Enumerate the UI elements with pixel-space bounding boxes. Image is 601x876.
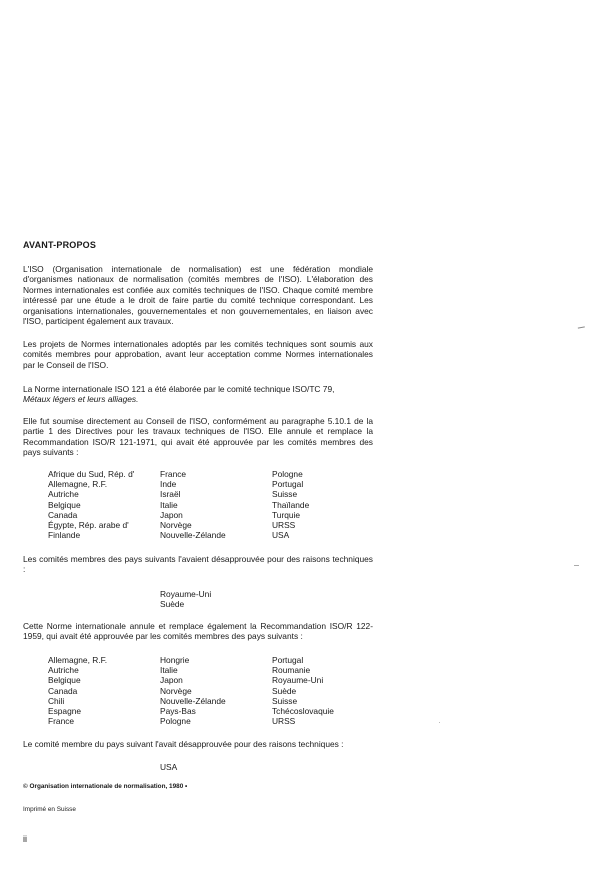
countries-column-1 [48,469,160,540]
country-item: Italie [160,665,178,676]
country-item: Israël [160,489,181,500]
country-item: Allemagne, R.F. [48,655,108,665]
country-item: Italie [160,499,178,510]
page-number: ii [23,834,27,844]
printed-in-notice: Imprimé en Suisse [23,806,76,813]
paragraph-disapproval-r122: Le comité membre du pays suivant l'avait désapprouvée pour des raisons techniques : [23,739,344,749]
committee-title-italic: Métaux légers et leurs alliages. [23,394,139,405]
country-item: Japon [160,675,183,686]
country-item: Suisse [272,489,298,500]
country-item: Belgique [48,675,81,686]
disapproving-countries-list-r121 [160,589,211,609]
country-item: Chili [48,695,65,706]
disapproving-countries-list-r122 [160,762,177,772]
copyright-notice: © Organisation internationale de normalisation, 1980 • [23,783,188,790]
countries-column-2 [160,655,272,726]
country-item: Nouvelle-Zélande [160,695,226,706]
country-item: Espagne [48,706,82,717]
country-item: Norvège [160,520,192,531]
country-item: Suisse [272,695,298,706]
country-item: URSS [272,716,296,727]
country-item: Pologne [272,469,303,479]
country-item: Canada [48,509,78,520]
country-item: Tchécoslovaquie [272,706,334,717]
country-item: Portugal [272,655,304,665]
country-item: Autriche [48,665,79,676]
country-item: Portugal [272,479,304,490]
country-item: Thaïlande [272,499,310,510]
paragraph-draft-standards: Les projets de Normes internationales adoptés par les comités techniques sont soumis aux comités membres pour approbation, avant leur acceptation comme Normes internationales par le Conseil de l'ISO. [23,339,373,370]
scan-artifact [439,722,440,723]
country-item: Inde [160,479,177,490]
country-item: France [160,469,187,479]
country-item: France [48,716,75,727]
country-item: Nouvelle-Zélande [160,530,226,541]
paragraph-technical-committee-text: La Norme internationale ISO 121 a été élaborée par le comité technique ISO/TC 79, [23,384,335,394]
country-item: Belgique [48,499,81,510]
country-item: Royaume-Uni [272,675,324,686]
page-title: AVANT-PROPOS [23,240,97,250]
scan-artifact [578,326,585,330]
countries-column-3 [272,469,384,540]
countries-column-3 [272,655,384,726]
country-item: Royaume-Uni [160,589,212,599]
paragraph-r122-replacement: Cette Norme internationale annule et remplace également la Recommandation ISO/R 122-1959, qui avait été approuvée par les comités membres des pays suivants : [23,621,373,642]
country-item: Pologne [160,716,191,727]
country-item: Allemagne, R.F. [48,479,108,490]
paragraph-disapproval-r121: Les comités membres des pays suivants l'avaient désapprouvée pour des raisons techniques : [23,554,373,575]
countries-column-1 [48,655,160,726]
country-item: Égypte, Rép. arabe d' [48,520,129,531]
paragraph-iso-intro: L'ISO (Organisation internationale de normalisation) est une fédération mondiale d'organismes nationaux de normalisation (comités membres de l'ISO). L'élaboration des Normes internationales est confiée aux comités techniques de l'ISO. Chaque comité membre intéressé par une étude a le droit de faire partie du comité technique correspondant. Les organisations internationales, gouvernementales et non gouvernementales, en liaison avec l'ISO, participent également aux travaux. [23,264,373,327]
country-item: Suède [160,599,185,610]
country-item: USA [272,530,290,541]
paragraph-technical-committee [23,384,373,405]
country-item: URSS [272,520,296,531]
scan-artifact [574,565,579,566]
country-item: Autriche [48,489,79,500]
country-item: Finlande [48,530,81,541]
country-item: Canada [48,685,78,696]
country-item: Afrique du Sud, Rép. d' [48,469,135,479]
paragraph-submission: Elle fut soumise directement au Conseil de l'ISO, conformément au paragraphe 5.10.1 de la partie 1 des Directives pour les travaux techniques de l'ISO. Elle annule et remplace la Recommandation ISO/R 121-1971, qui avait été approuvée par les comités membres des pays suivants : [23,416,373,458]
country-item: Hongrie [160,655,190,665]
country-item: Japon [160,509,183,520]
countries-column-2 [160,469,272,540]
country-item: USA [160,762,178,772]
country-item: Suède [272,685,297,696]
country-item: Roumanie [272,665,311,676]
country-item: Norvège [160,685,192,696]
country-item: Pays-Bas [160,706,196,717]
country-item: Turquie [272,509,301,520]
